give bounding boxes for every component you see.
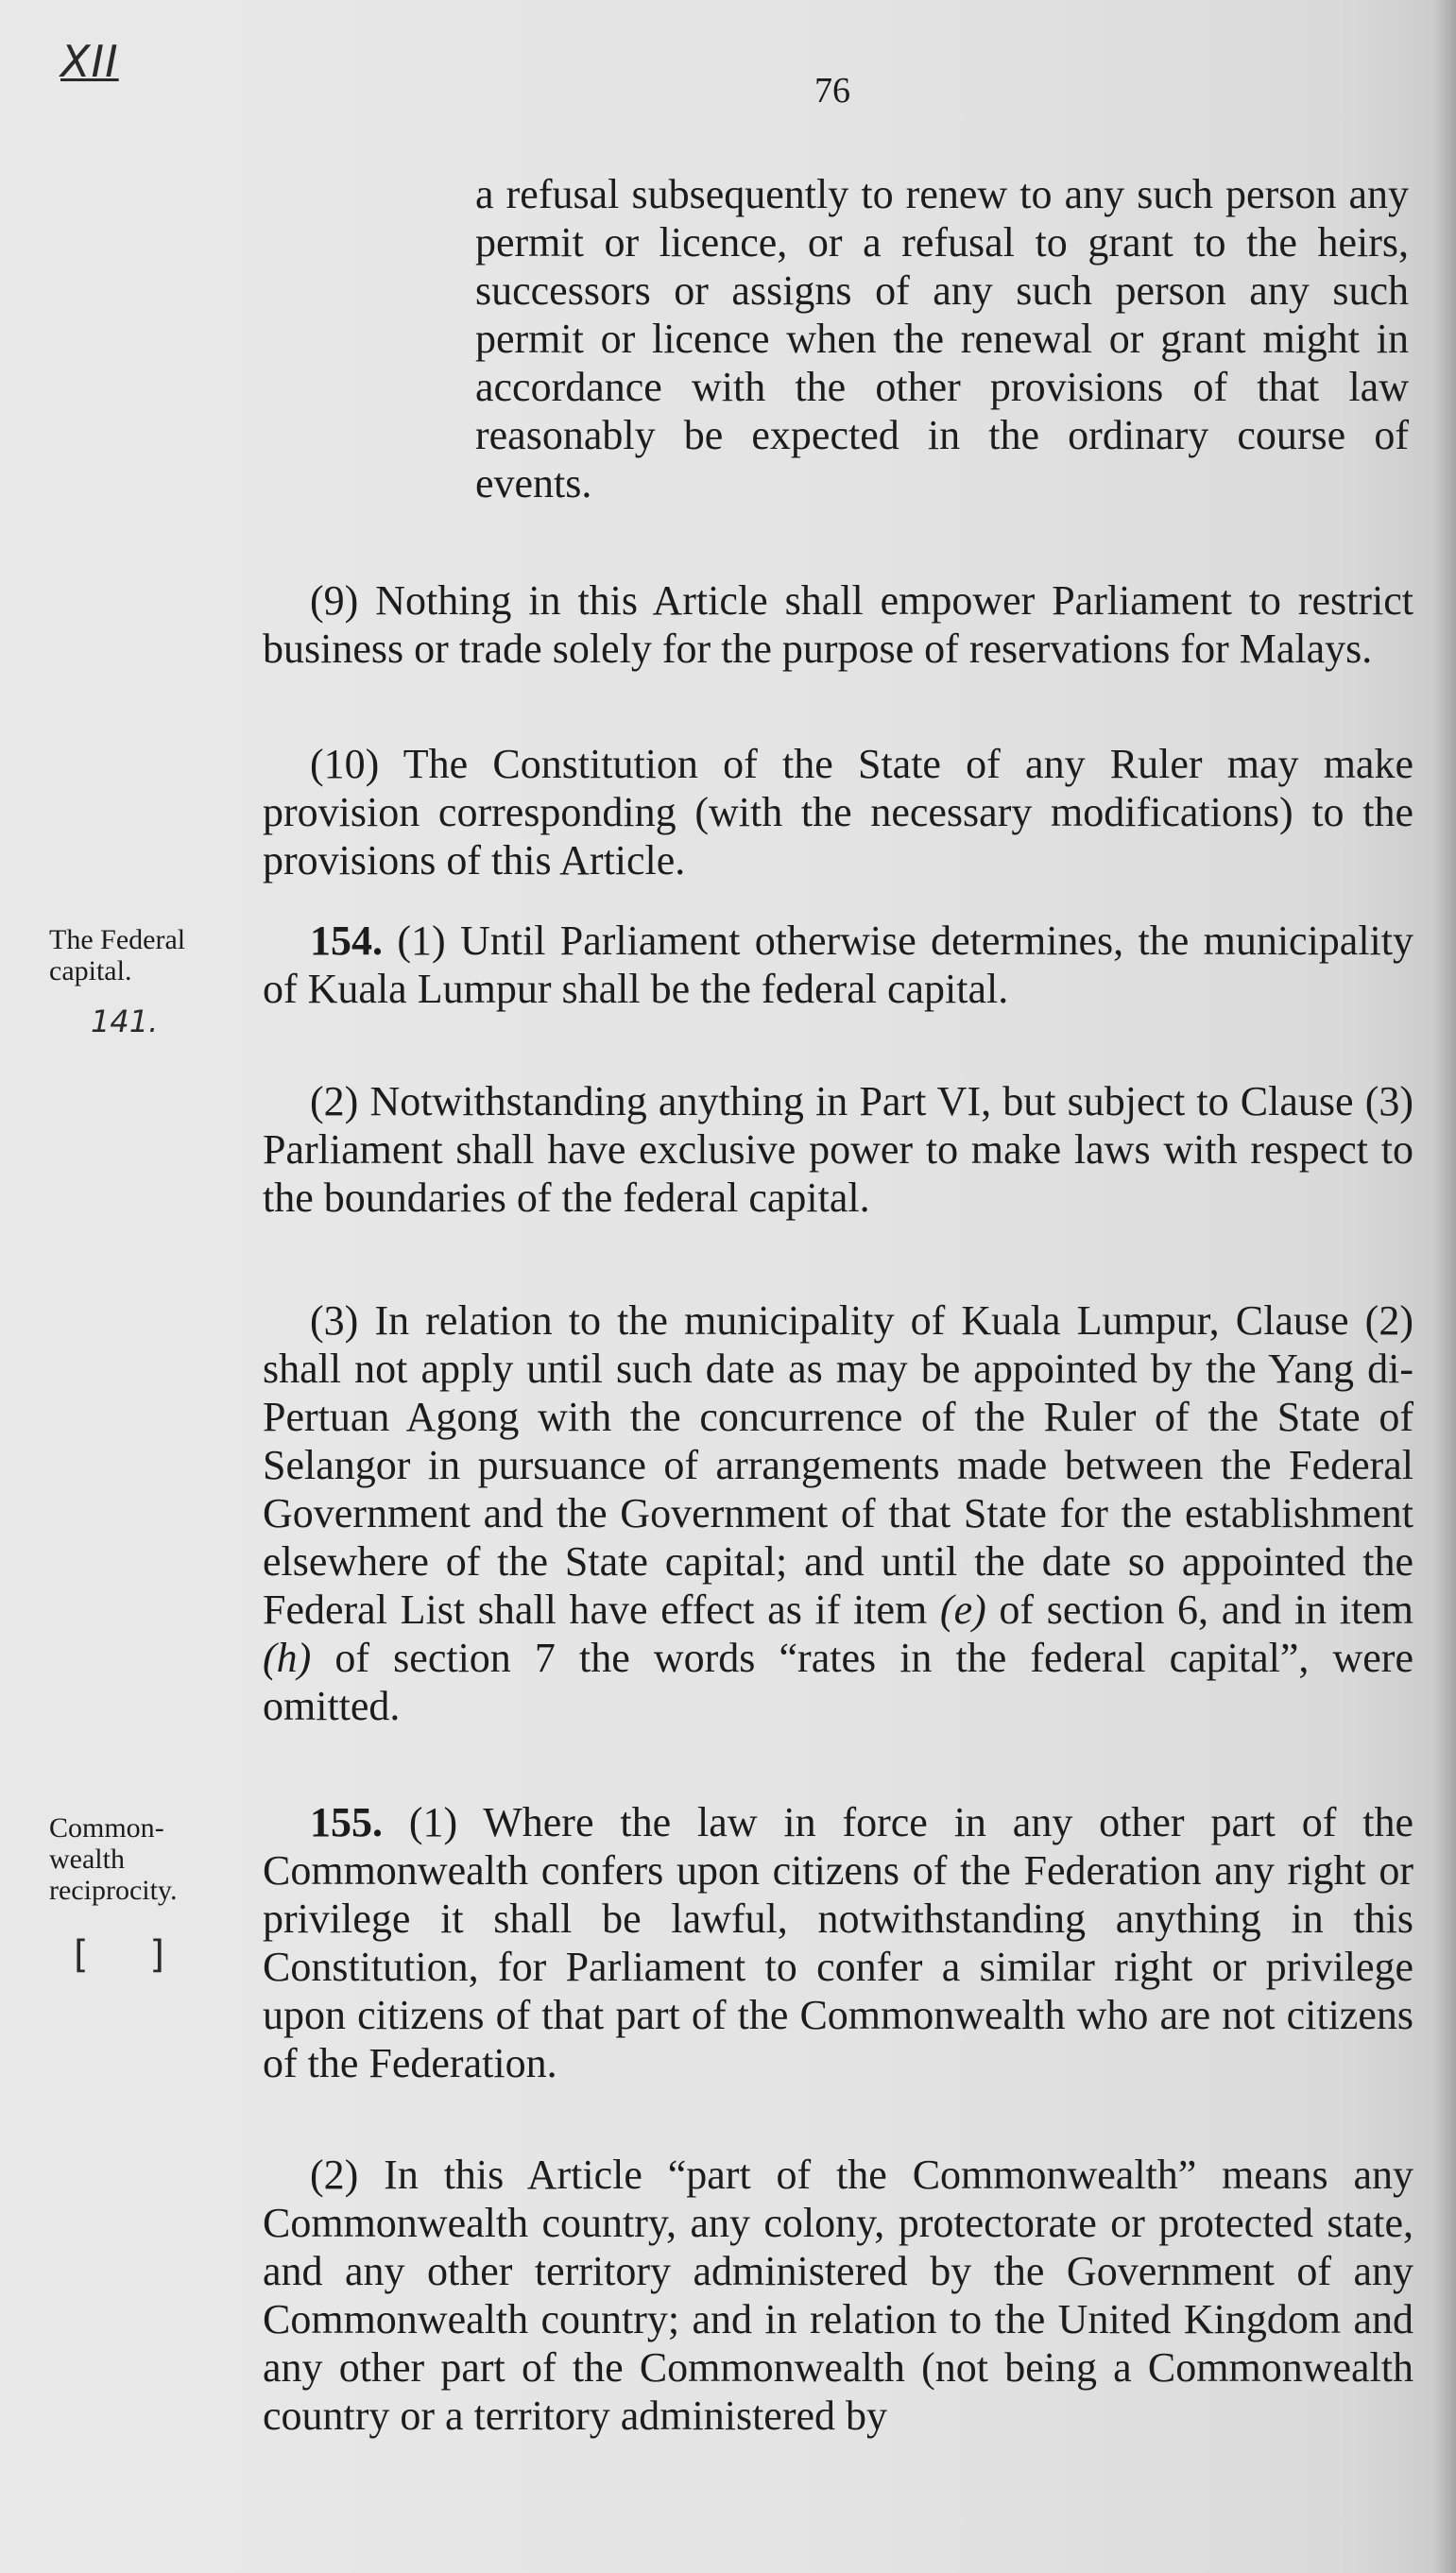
paragraph-clause-9: (9) Nothing in this Article shall empower Parliament to restrict business or trade solely for the purpose of reservations for Malays. <box>263 577 1413 672</box>
margin-note-federal-capital: The Federal capital. <box>49 924 186 986</box>
section-154-item-h: (h) <box>263 1635 312 1681</box>
section-154-clause-2: (2) Notwithstanding anything in Part VI, but subject to Clause (3) Parliament shall have exclusive power to make laws with respect to the boundaries of the federal capital. <box>263 1078 1413 1221</box>
paragraph-clause-10: (10) The Constitution of the State of any Ruler may make provision corresponding (with the necessary modifications) to the provisions of this Article. <box>263 741 1413 883</box>
section-154-clause-1-text: (1) Until Parliament otherwise determines, the municipality of Kuala Lumpur shall be the federal capital. <box>263 918 1413 1012</box>
section-155-number: 155. <box>310 1799 383 1845</box>
section-154-clause-3 <box>263 1296 1413 1730</box>
page-number: 76 <box>814 71 850 111</box>
section-154-number: 154. <box>310 918 383 964</box>
chapter-mark: XII <box>60 36 119 87</box>
margin-handwritten-reference: 141. <box>91 1003 159 1039</box>
section-155-clause-1 <box>263 1798 1413 2087</box>
paragraph-continuation: a refusal subsequently to renew to any such person any permit or licence, or a refusal to grant to the heirs, successors or assigns of any such person any such permit or licence when the renewal or grant might in accordance with the other provisions of that law reasonably be expected in the ordinary course of events. <box>475 171 1409 506</box>
section-154-clause-3-text-a: (3) In relation to the municipality of Kuala Lumpur, Clause (2) shall not apply until such date as may be appointed by the Yang di-Pertuan Agong with the concurrence of the Ruler of the State of Selangor in pursuance of arrangements made between the Federal Government and the Government of that State for the establishment elsewhere of the State capital; and until the date so appointed the Federal List shall have effect as if item <box>263 1297 1413 1633</box>
margin-note-commonwealth-reciprocity: Commonwealth reciprocity. <box>49 1812 178 1906</box>
page-edge-shadow <box>1433 0 1456 2573</box>
section-154-clause-3-text-b: of section 6, and in item <box>985 1587 1413 1633</box>
section-154-clause-3-text-c: of section 7 the words “rates in the federal capital”, were omitted. <box>263 1635 1413 1729</box>
margin-handwritten-bracket: [ ] <box>74 1933 189 1977</box>
section-154-item-e: (e) <box>939 1587 986 1633</box>
section-155-clause-1-text: (1) Where the law in force in any other part of the Commonwealth confers upon citizens of the Federation any right or privilege it shall be lawful, notwithstanding anything in this Constitution, for Parliament to confer a similar right or privilege upon citizens of that part of the Commonwealth who are not citizens of the Federation. <box>263 1799 1413 2086</box>
section-155-clause-2: (2) In this Article “part of the Commonwealth” means any Commonwealth country, any colony, protectorate or protected state, and any other territory administered by the Government of any Commonwealth country; and in relation to the United Kingdom and any other part of the Commonwealth (not being a Commonwealth country or a territory administered by <box>263 2152 1413 2439</box>
section-154-clause-1 <box>263 917 1413 1013</box>
